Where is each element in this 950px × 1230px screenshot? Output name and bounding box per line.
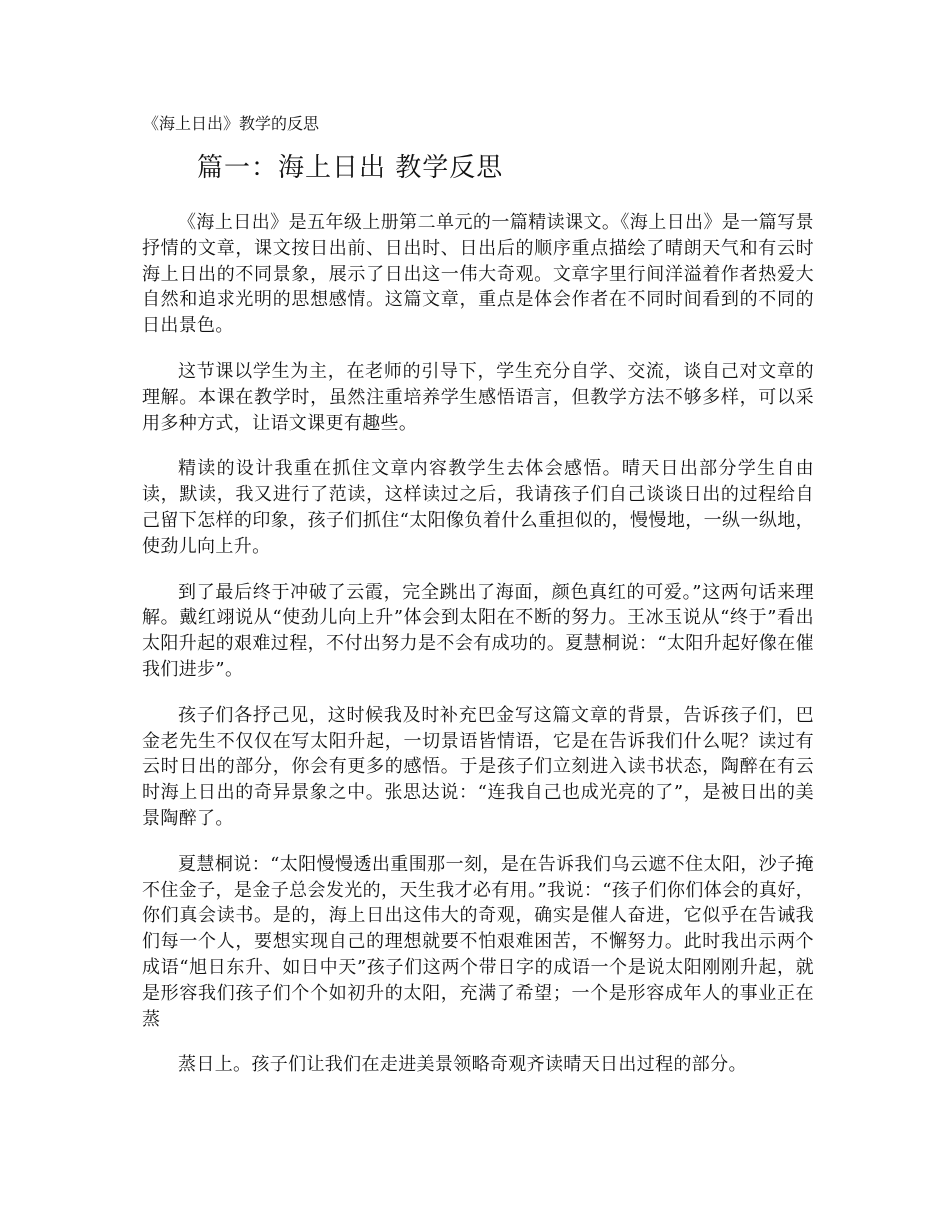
paragraph-5: 孩子们各抒己见，这时候我及时补充巴金写这篇文章的背景，告诉孩子们，巴金老先生不仅仅在写太阳升起，一切景语皆情语，它是在告诉我们什么呢？读过有云时日出的部分，你会有更多的感悟。于是孩子们立刻进入读书状态，陶醉在有云时海上日出的奇异景象之中。张思达说：“连我自己也成光亮的了”，是被日出的美景陶醉了。 bbox=[142, 704, 814, 829]
paragraph-7: 蒸日上。孩子们让我们在走进美景领略奇观齐读晴天日出过程的部分。 bbox=[178, 1054, 747, 1076]
document-body bbox=[142, 210, 814, 1098]
paragraph-6: 夏慧桐说：“太阳慢慢透出重围那一刻，是在告诉我们乌云遮不住太阳，沙子掩不住金子，是金子总会发光的，天生我才必有用。”我说：“孩子们你们体会的真好，你们真会读书。是的，海上日出这伟大的奇观，确实是催人奋进，它似乎在告诫我们每一个人，要想实现自己的理想就要不怕艰难困苦，不懈努力。此时我出示两个成语“旭日东升、如日中天”孩子们这两个带日字的成语一个是说太阳刚刚升起，就是形容我们孩子们个个如初升的太阳，充满了希望；一个是形容成年人的事业正在蒸 bbox=[142, 853, 814, 1030]
paragraph-1: 《海上日出》是五年级上册第二单元的一篇精读课文。《海上日出》是一篇写景抒情的文章，课文按日出前、日出时、日出后的顺序重点描绘了晴朗天气和有云时海上日出的不同景象，展示了日出这一伟大奇观。文章字里行间洋溢着作者热爱大自然和追求光明的思想感情。这篇文章，重点是体会作者在不同时间看到的不同的日出景色。 bbox=[142, 212, 814, 337]
document-title: 《海上日出》教学的反思 bbox=[143, 114, 320, 133]
paragraph-4: 到了最后终于冲破了云霞，完全跳出了海面，颜色真红的可爱。”这两句话来理解。戴红翊说从“使劲儿向上升”体会到太阳在不断的努力。王冰玉说从“终于”看出太阳升起的艰难过程，不付出努力是不会有成功的。夏慧桐说：“太阳升起好像在催我们进步”。 bbox=[142, 581, 814, 680]
section-heading: 篇一：海上日出 教学反思 bbox=[197, 153, 504, 183]
paragraph-2: 这节课以学生为主，在老师的引导下，学生充分自学、交流，谈自己对文章的理解。本课在教学时，虽然注重培养学生感悟语言，但教学方法不够多样，可以采用多种方式，让语文课更有趣些。 bbox=[142, 360, 814, 434]
paragraph-3: 精读的设计我重在抓住文章内容教学生去体会感悟。晴天日出部分学生自由读，默读，我又进行了范读，这样读过之后，我请孩子们自己谈谈日出的过程给自己留下怎样的印象，孩子们抓住“太阳像负着什么重担似的，慢慢地，一纵一纵地，使劲儿向上升。 bbox=[142, 458, 814, 557]
